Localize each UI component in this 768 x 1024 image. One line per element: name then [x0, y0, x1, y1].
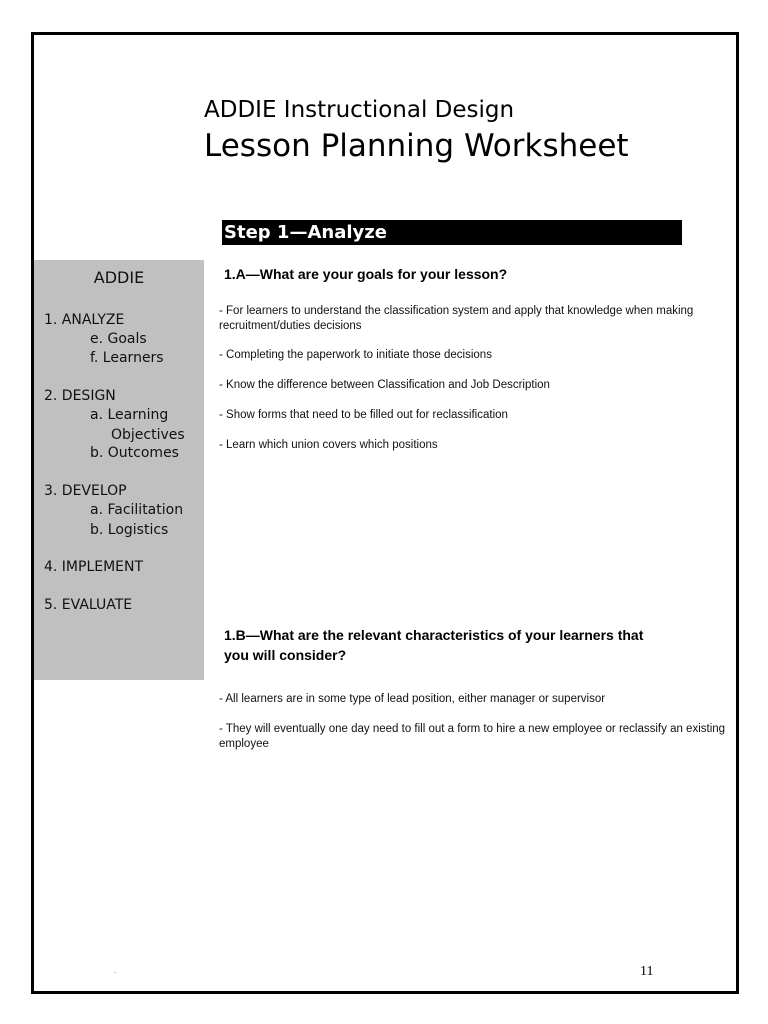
sidebar-item-analyze: 1. ANALYZE — [44, 312, 125, 328]
answer-1a-item: - For learners to understand the classification system and apply that knowledge when making recruitment/duties decisions — [219, 305, 694, 332]
sidebar-item-implement: 4. IMPLEMENT — [44, 559, 144, 575]
question-1b-heading-line2: you will consider? — [224, 647, 347, 663]
answer-1b-item: - All learners are in some type of lead position, either manager or supervisor — [219, 693, 606, 705]
answer-1b-item: - They will eventually one day need to fill out a form to hire a new employee or reclassify an existing employee — [219, 723, 726, 750]
sidebar-item-develop: 3. DEVELOP — [44, 483, 127, 499]
sidebar-title: ADDIE — [93, 268, 145, 287]
sidebar-subitem-outcomes: b. Outcomes — [90, 445, 179, 461]
sidebar-subitem-facilitation: a. Facilitation — [90, 502, 184, 518]
sidebar-subitem-objectives: Objectives — [111, 427, 185, 443]
page-number: 11 — [640, 964, 654, 979]
footer-mark: . — [114, 966, 117, 975]
sidebar-item-design: 2. DESIGN — [44, 388, 116, 404]
sidebar-subitem-learning: a. Learning — [90, 407, 169, 423]
answer-1a-item: - Learn which union covers which positions — [219, 439, 438, 451]
answer-1a-item: - Know the difference between Classification and Job Description — [219, 379, 550, 391]
answer-1a-item: - Completing the paperwork to initiate those decisions — [219, 349, 492, 361]
document-title: Lesson Planning Worksheet — [204, 128, 629, 164]
step-heading-bar: Step 1—Analyze — [222, 220, 682, 245]
question-1a-heading: 1.A—What are your goals for your lesson? — [224, 266, 508, 282]
document-subtitle: ADDIE Instructional Design — [204, 97, 515, 123]
title-block — [204, 95, 629, 167]
sidebar-subitem-goals: e. Goals — [90, 331, 147, 347]
sidebar-item-evaluate: 5. EVALUATE — [44, 597, 133, 613]
sidebar-subitem-learners: f. Learners — [90, 350, 164, 366]
addie-sidebar — [34, 260, 204, 680]
question-1b-heading-line1: 1.B—What are the relevant characteristics of your learners that — [224, 627, 644, 643]
sidebar-subitem-logistics: b. Logistics — [90, 522, 169, 538]
answer-1a-item: - Show forms that need to be filled out for reclassification — [219, 409, 508, 421]
